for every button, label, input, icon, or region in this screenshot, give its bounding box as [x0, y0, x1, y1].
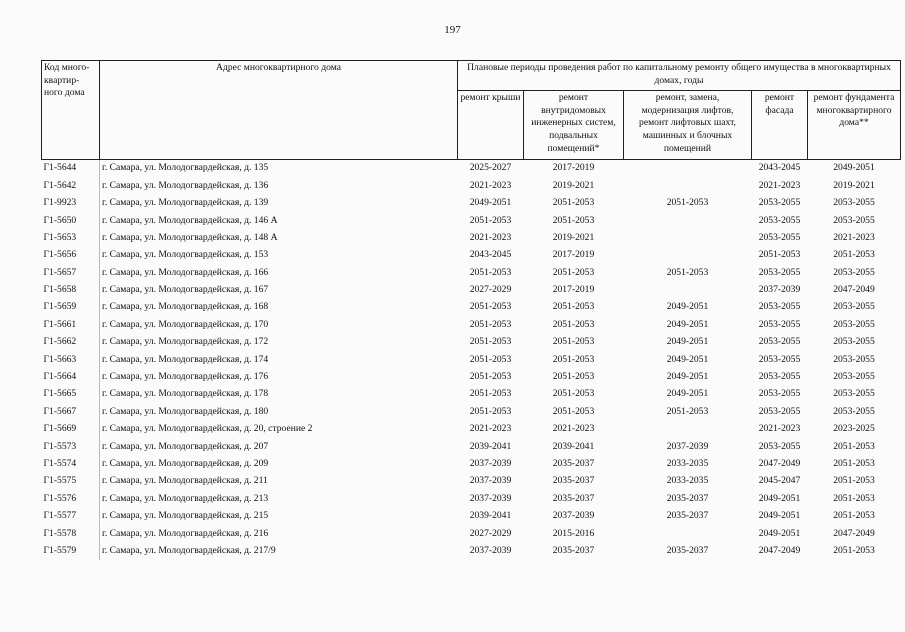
cell-code: Г1-5661 [43, 318, 77, 330]
cell-roof: 2051-2053 [469, 214, 512, 226]
cell-code: Г1-5653 [43, 231, 77, 243]
cell-lifts: 2035-2037 [666, 492, 709, 504]
cell-systems: 2015-2016 [552, 527, 595, 539]
cell-facade: 2053-2055 [758, 353, 801, 365]
cell-address: г. Самара, ул. Молодогвардейская, д. 215 [100, 508, 458, 525]
cell-code: Г1-5573 [43, 440, 77, 452]
header-systems: ремонт внутридомовых инженерных систем, подвальных помещений* [524, 90, 624, 159]
cell-systems: 2051-2053 [552, 266, 595, 278]
cell-lifts: 2037-2039 [666, 440, 709, 452]
cell-lifts: 2049-2051 [666, 318, 709, 330]
header-address: Адрес многоквартирного дома [100, 61, 458, 160]
cell-facade: 2053-2055 [758, 405, 801, 417]
cell-address: г. Самара, ул. Молодогвардейская, д. 172 [100, 334, 458, 351]
cell-address: г. Самара, ул. Молодогвардейская, д. 217/9 [100, 543, 458, 560]
cell-systems: 2021-2023 [552, 423, 595, 435]
cell-address: г. Самара, ул. Молодогвардейская, д. 178 [100, 386, 458, 403]
cell-systems: 2037-2039 [552, 510, 595, 522]
cell-lifts: 2049-2051 [666, 336, 709, 348]
cell-roof: 2021-2023 [469, 423, 512, 435]
cell-systems: 2017-2019 [552, 162, 595, 174]
cell-address: г. Самара, ул. Молодогвардейская, д. 211 [100, 473, 458, 490]
cell-facade: 2053-2055 [758, 214, 801, 226]
cell-lifts: 2049-2051 [666, 301, 709, 313]
cell-foundation: 2051-2053 [833, 492, 875, 504]
cell-facade: 2053-2055 [758, 266, 801, 278]
table-row [42, 212, 901, 229]
cell-systems: 2051-2053 [552, 336, 595, 348]
cell-address: г. Самара, ул. Молодогвардейская, д. 148 А [100, 230, 458, 247]
cell-address: г. Самара, ул. Молодогвардейская, д. 136 [100, 177, 458, 194]
cell-facade: 2021-2023 [758, 179, 801, 191]
cell-lifts [624, 247, 752, 264]
table-body [42, 160, 901, 560]
cell-code: Г1-5664 [43, 371, 77, 383]
cell-facade: 2051-2053 [758, 249, 801, 261]
cell-address: г. Самара, ул. Молодогвардейская, д. 174 [100, 351, 458, 368]
cell-address: г. Самара, ул. Молодогвардейская, д. 216 [100, 525, 458, 542]
cell-foundation: 2053-2055 [833, 214, 875, 226]
cell-roof: 2043-2045 [469, 249, 512, 261]
cell-roof: 2051-2053 [469, 405, 512, 417]
cell-lifts [624, 282, 752, 299]
cell-roof: 2025-2027 [469, 162, 512, 174]
table-row [42, 177, 901, 194]
cell-facade: 2053-2055 [758, 440, 801, 452]
cell-roof: 2037-2039 [469, 544, 512, 556]
cell-code: Г1-5650 [43, 214, 77, 226]
cell-lifts: 2051-2053 [666, 266, 709, 278]
cell-foundation: 2053-2055 [833, 353, 875, 365]
table-row [42, 386, 901, 403]
page-number: 197 [444, 24, 461, 36]
cell-foundation: 2053-2055 [833, 266, 875, 278]
table-row [42, 334, 901, 351]
cell-systems: 2019-2021 [552, 179, 595, 191]
table-row [42, 508, 901, 525]
cell-code: Г1-5579 [43, 544, 77, 556]
cell-foundation: 2051-2053 [833, 458, 875, 469]
table-row [42, 195, 901, 212]
cell-roof: 2037-2039 [469, 492, 512, 504]
cell-lifts: 2035-2037 [666, 510, 709, 522]
cell-address: г. Самара, ул. Молодогвардейская, д. 139 [100, 195, 458, 212]
cell-facade: 2043-2045 [758, 162, 801, 174]
table-row [42, 247, 901, 264]
cell-address: г. Самара, ул. Молодогвардейская, д. 20, строение 2 [100, 421, 458, 438]
cell-foundation: 2051-2053 [833, 249, 875, 261]
cell-lifts: 2033-2035 [666, 458, 709, 469]
cell-facade: 2053-2055 [758, 388, 801, 400]
cell-facade: 2021-2023 [758, 423, 801, 435]
cell-roof: 2039-2041 [469, 440, 512, 452]
cell-facade: 2053-2055 [758, 301, 801, 313]
table-row [42, 264, 901, 281]
table-row [42, 369, 901, 386]
cell-code: Г1-5658 [43, 284, 77, 296]
table-row [42, 160, 901, 178]
cell-lifts: 2049-2051 [666, 388, 709, 400]
cell-systems: 2051-2053 [552, 301, 595, 313]
cell-facade: 2053-2055 [758, 336, 801, 348]
cell-systems: 2051-2053 [552, 405, 595, 417]
table-row [42, 490, 901, 507]
cell-roof: 2039-2041 [469, 510, 512, 522]
cell-address: г. Самара, ул. Молодогвардейская, д. 209 [100, 456, 458, 473]
cell-code: Г1-5575 [43, 475, 77, 487]
cell-foundation: 2051-2053 [833, 475, 875, 487]
cell-roof: 2049-2051 [469, 197, 512, 209]
cell-foundation: 2051-2053 [833, 440, 875, 452]
cell-facade: 2049-2051 [758, 510, 801, 522]
cell-systems: 2051-2053 [552, 388, 595, 400]
cell-roof: 2051-2053 [469, 336, 512, 348]
cell-code: Г1-5663 [43, 353, 77, 365]
table-row [42, 473, 901, 490]
header-lifts: ремонт, замена, модернизация лифтов, ремонт лифтовых шахт, машинных и блочных помещений [624, 90, 752, 159]
cell-foundation: 2051-2053 [833, 510, 875, 522]
table-row [42, 299, 901, 316]
cell-lifts [624, 177, 752, 194]
cell-facade: 2037-2039 [758, 284, 801, 296]
cell-code: Г1-5659 [43, 301, 77, 313]
cell-roof: 2027-2029 [469, 527, 512, 539]
header-foundation: ремонт фундамента многоквартирного дома** [808, 90, 901, 159]
table-row [42, 317, 901, 334]
header-code: Код много-квартир-ного дома [42, 61, 100, 160]
cell-foundation: 2049-2051 [833, 162, 875, 174]
cell-lifts: 2049-2051 [666, 353, 709, 365]
cell-lifts: 2051-2053 [666, 197, 709, 209]
cell-systems: 2051-2053 [552, 197, 595, 209]
cell-systems: 2017-2019 [552, 249, 595, 261]
cell-code: Г1-9923 [43, 197, 77, 209]
cell-systems: 2051-2053 [552, 214, 595, 226]
cell-foundation: 2053-2055 [833, 301, 875, 313]
cell-systems: 2039-2041 [552, 440, 595, 452]
cell-roof: 2051-2053 [469, 353, 512, 365]
cell-lifts [624, 421, 752, 438]
cell-foundation: 2023-2025 [833, 423, 875, 435]
cell-roof: 2051-2053 [469, 301, 512, 313]
cell-roof: 2051-2053 [469, 388, 512, 400]
cell-systems: 2035-2037 [552, 492, 595, 504]
cell-lifts: 2049-2051 [666, 371, 709, 383]
cell-facade: 2049-2051 [758, 492, 801, 504]
cell-code: Г1-5576 [43, 492, 77, 504]
cell-systems: 2035-2037 [552, 458, 595, 469]
cell-foundation: 2019-2021 [833, 179, 875, 191]
table-row [42, 438, 901, 455]
cell-code: Г1-5669 [43, 423, 77, 435]
cell-code: Г1-5578 [43, 527, 77, 539]
cell-lifts [624, 160, 752, 178]
cell-facade: 2053-2055 [758, 197, 801, 209]
header-facade: ремонт фасада [752, 90, 808, 159]
cell-lifts [624, 230, 752, 247]
cell-address: г. Самара, ул. Молодогвардейская, д. 207 [100, 438, 458, 455]
cell-foundation: 2053-2055 [833, 197, 875, 209]
cell-foundation: 2053-2055 [833, 318, 875, 330]
cell-facade: 2053-2055 [758, 318, 801, 330]
header-row-top [42, 61, 901, 91]
cell-facade: 2053-2055 [758, 371, 801, 383]
cell-address: г. Самара, ул. Молодогвардейская, д. 153 [100, 247, 458, 264]
cell-roof: 2051-2053 [469, 318, 512, 330]
cell-code: Г1-5642 [43, 179, 77, 191]
table-row [42, 403, 901, 420]
cell-address: г. Самара, ул. Молодогвардейская, д. 213 [100, 490, 458, 507]
cell-foundation: 2021-2023 [833, 231, 875, 243]
cell-address: г. Самара, ул. Молодогвардейская, д. 166 [100, 264, 458, 281]
cell-address: г. Самара, ул. Молодогвардейская, д. 180 [100, 403, 458, 420]
header-roof: ремонт крыши [458, 90, 524, 159]
cell-roof: 2027-2029 [469, 284, 512, 296]
cell-code: Г1-5665 [43, 388, 77, 400]
cell-roof: 2051-2053 [469, 266, 512, 278]
cell-lifts: 2051-2053 [666, 405, 709, 417]
cell-code: Г1-5656 [43, 249, 77, 261]
cell-facade: 2047-2049 [758, 458, 801, 469]
cell-address: г. Самара, ул. Молодогвардейская, д. 170 [100, 317, 458, 334]
cell-lifts [624, 212, 752, 229]
cell-address: г. Самара, ул. Молодогвардейская, д. 135 [100, 160, 458, 178]
cell-address: г. Самара, ул. Молодогвардейская, д. 176 [100, 369, 458, 386]
cell-systems: 2017-2019 [552, 284, 595, 296]
cell-roof: 2021-2023 [469, 179, 512, 191]
cell-facade: 2049-2051 [758, 527, 801, 539]
cell-roof: 2051-2053 [469, 371, 512, 383]
table-row [42, 230, 901, 247]
cell-systems: 2019-2021 [552, 231, 595, 243]
cell-code: Г1-5667 [43, 405, 77, 417]
cell-code: Г1-5577 [43, 510, 77, 522]
cell-facade: 2053-2055 [758, 231, 801, 243]
cell-foundation: 2053-2055 [833, 405, 875, 417]
cell-foundation: 2053-2055 [833, 388, 875, 400]
table-row [42, 543, 901, 560]
cell-systems: 2051-2053 [552, 353, 595, 365]
cell-lifts [624, 525, 752, 542]
table-row [42, 421, 901, 438]
cell-systems: 2051-2053 [552, 371, 595, 383]
table-row [42, 351, 901, 368]
cell-lifts: 2033-2035 [666, 475, 709, 487]
header-periods: Плановые периоды проведения работ по капитальному ремонту общего имущества в многоквартирных домах, годы [458, 61, 901, 91]
cell-foundation: 2053-2055 [833, 371, 875, 383]
cell-roof: 2037-2039 [469, 475, 512, 487]
table-row [42, 456, 901, 473]
cell-address: г. Самара, ул. Молодогвардейская, д. 167 [100, 282, 458, 299]
repair-schedule-table [41, 60, 901, 560]
cell-facade: 2047-2049 [758, 544, 801, 556]
cell-foundation: 2047-2049 [833, 527, 875, 539]
cell-systems: 2035-2037 [552, 475, 595, 487]
cell-code: Г1-5657 [43, 266, 77, 278]
cell-foundation: 2053-2055 [833, 336, 875, 348]
cell-roof: 2021-2023 [469, 231, 512, 243]
cell-foundation: 2047-2049 [833, 284, 875, 296]
cell-lifts: 2035-2037 [666, 544, 709, 556]
cell-systems: 2035-2037 [552, 544, 595, 556]
cell-foundation: 2051-2053 [833, 544, 875, 556]
cell-address: г. Самара, ул. Молодогвардейская, д. 168 [100, 299, 458, 316]
cell-systems: 2051-2053 [552, 318, 595, 330]
cell-address: г. Самара, ул. Молодогвардейская, д. 146 А [100, 212, 458, 229]
cell-roof: 2037-2039 [469, 458, 512, 469]
cell-facade: 2045-2047 [758, 475, 801, 487]
table-row [42, 525, 901, 542]
table-row [42, 282, 901, 299]
cell-code: Г1-5574 [43, 458, 77, 469]
cell-code: Г1-5662 [43, 336, 77, 348]
cell-code: Г1-5644 [43, 162, 77, 174]
